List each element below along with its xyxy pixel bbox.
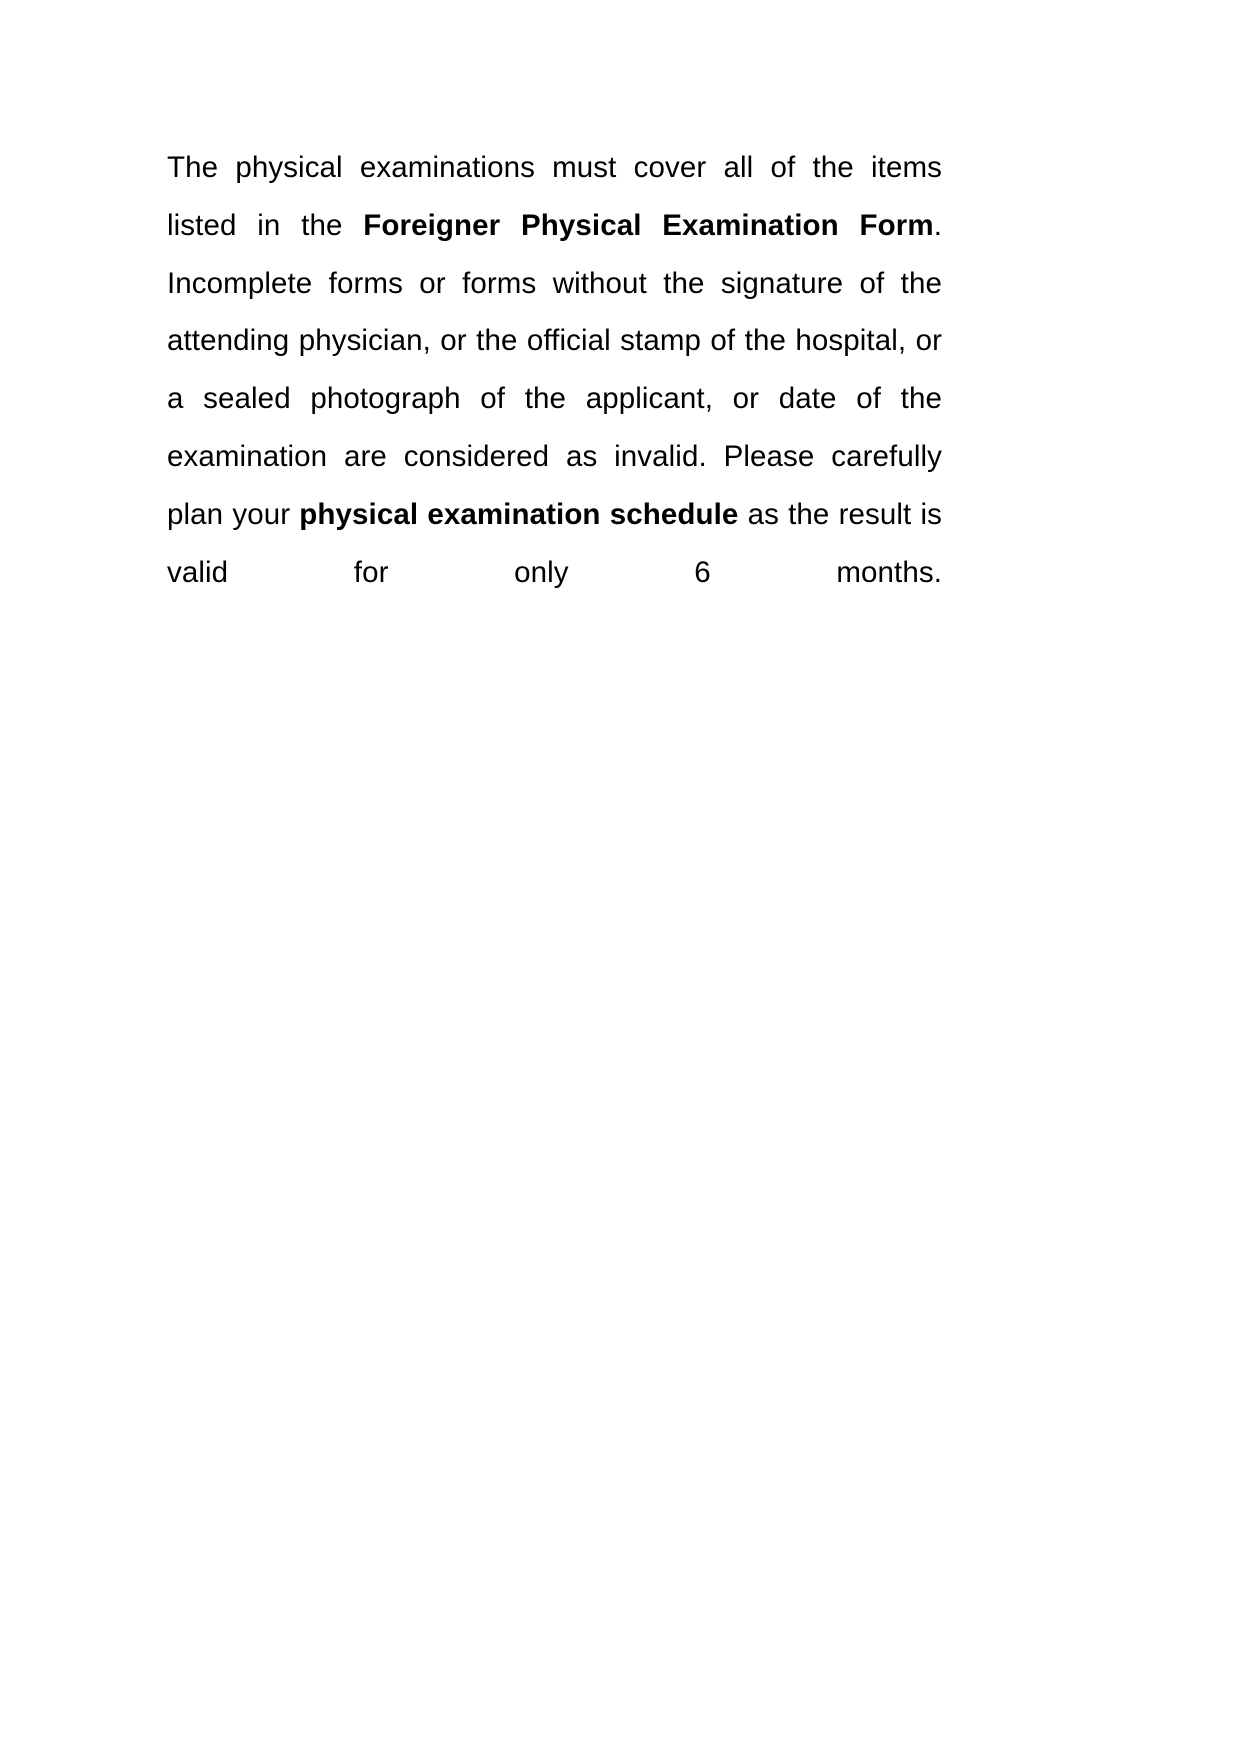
paragraph-segment-3: . Incomplete forms or forms without the signature of the attending physician, or the official stamp of the hospital, or a sealed photograph of the applicant, or date of the examination are considered as invalid. Please carefully plan your xyxy=(167,208,942,531)
paragraph-segment-4-bold: physical examination schedule xyxy=(299,497,739,531)
document-body xyxy=(167,139,942,659)
paragraph-segment-5: as the result is valid for only 6 months. xyxy=(167,497,942,589)
paragraph-segment-1: The physical examinations must cover all of the items listed in the xyxy=(167,151,942,242)
paragraph-segment-2-bold: Foreigner Physical Examination Form xyxy=(363,208,934,242)
instruction-paragraph xyxy=(167,139,942,659)
